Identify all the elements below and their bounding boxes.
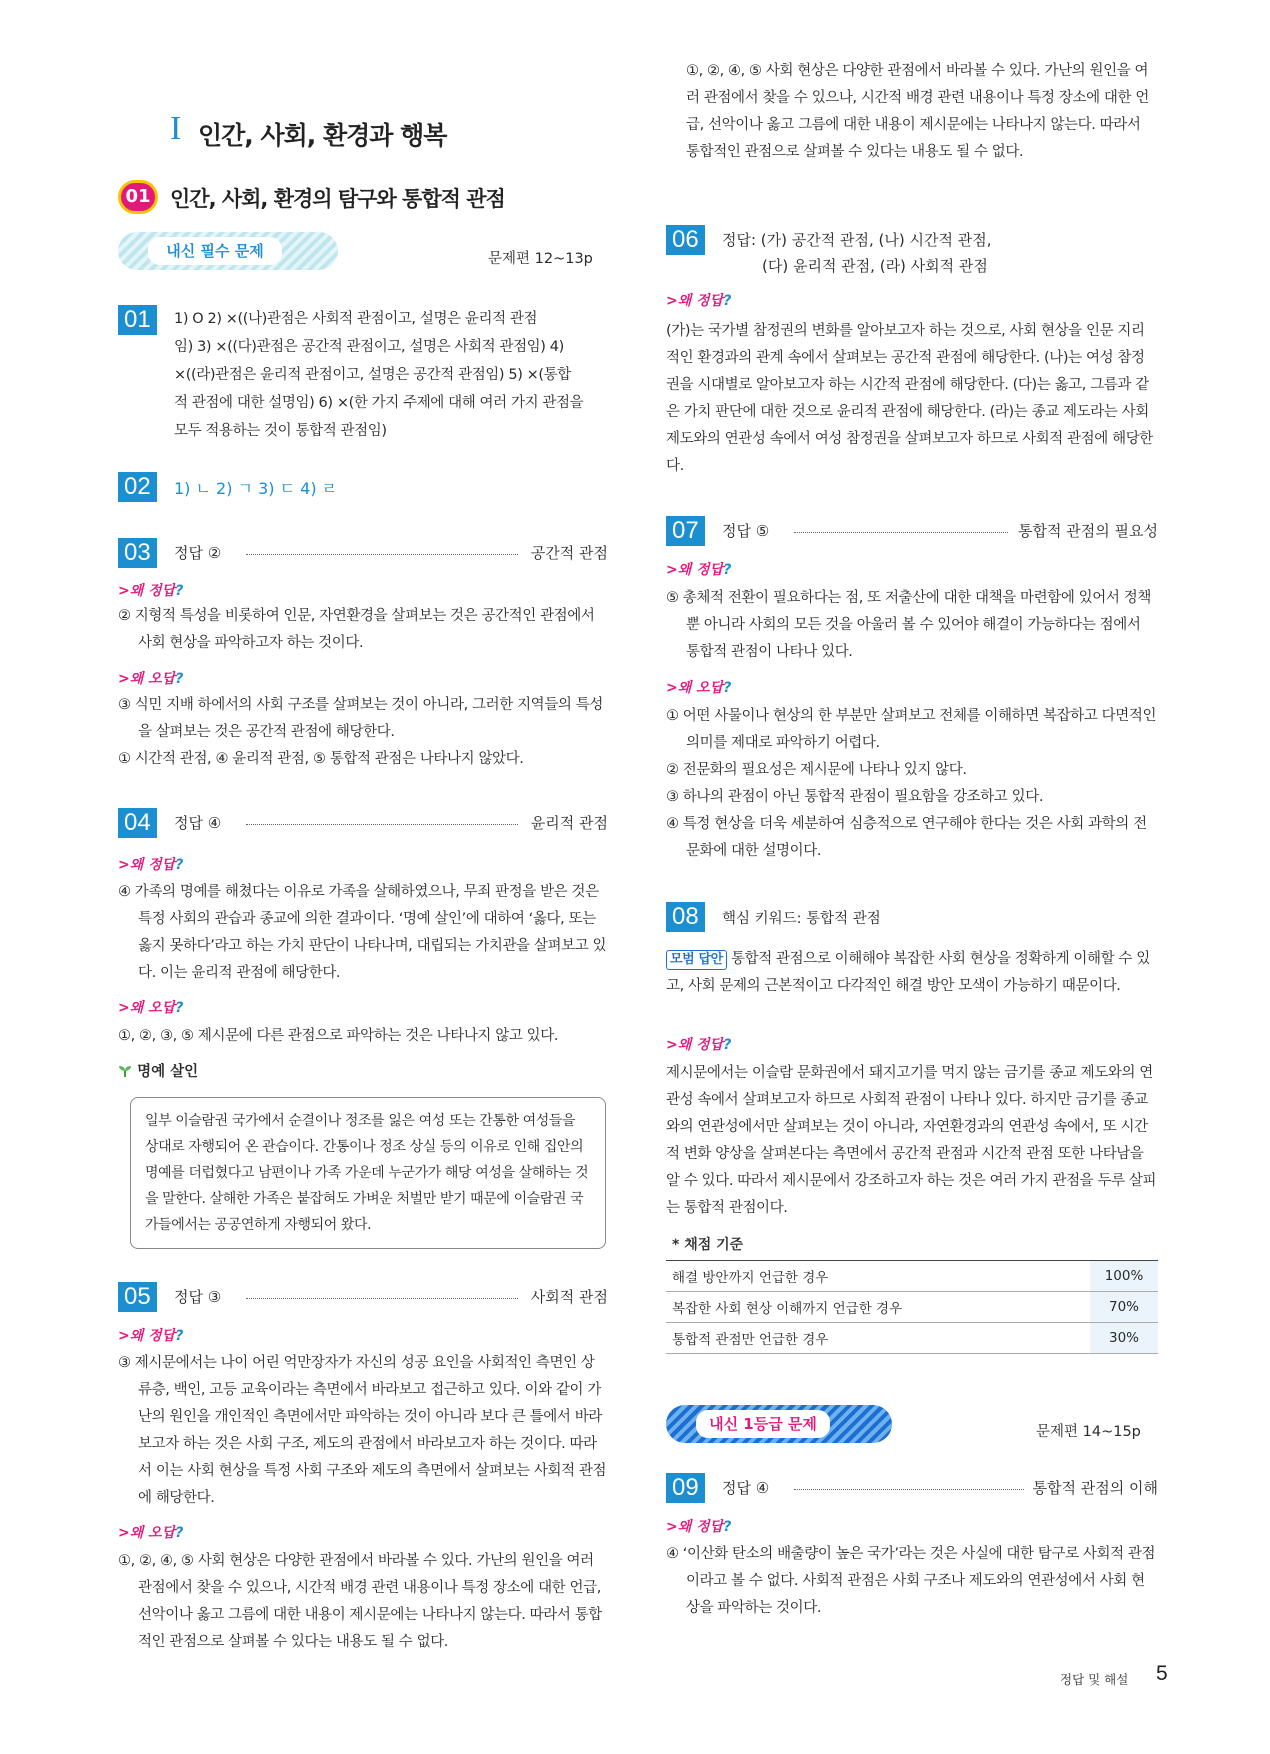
score-criteria-title-text: * 채점 기준 xyxy=(672,1237,744,1253)
q04-answer-line xyxy=(118,808,608,838)
question-mark: ? xyxy=(723,680,732,696)
score-pct: 30% xyxy=(1090,1323,1158,1354)
q05-correct: ③ 제시문에서는 나이 어린 억만장자가 자신의 성공 요인을 사회적인 측면인 상류층, 백인, 고등 교육이라는 측면에서 바라보고 접근하고 있다. 이와 같이 가난의 원인을 개인적인 측면에서만 파악하는 것이 아니라 보다 큰 틀에서 바라보고자 하는 것은 사회 구조, 제도의 관점에서 바라보고자 하는 것이다. 따라서 이는 사회 현상을 특정 사회 구조와 제도의 측면에서 살펴보는 사회적 관점에 해당한다. xyxy=(118,1355,607,1506)
q07-wrong-item: ③ 하나의 관점이 아닌 통합적 관점이 필요함을 강조하고 있다. xyxy=(666,789,1044,805)
banner-label: 내신 1등급 문제 xyxy=(696,1410,830,1438)
q01-line: 모두 적용하는 것이 통합적 관점임) xyxy=(174,423,387,439)
why-correct-text: 왜 정답 xyxy=(677,1037,724,1053)
q03-correct: ② 지형적 특성을 비롯하여 인문, 자연환경을 살펴보는 것은 공간적인 관점에서 사회 현상을 파악하고자 하는 것이다. xyxy=(118,608,595,651)
sprout-icon xyxy=(118,1064,132,1078)
q03-wrong xyxy=(118,692,608,773)
banner-top-grade xyxy=(666,1405,892,1443)
q01-line: 적 관점에 대한 설명임) 6) ×(한 가지 주제에 대해 여러 가지 관점을 xyxy=(174,395,584,411)
q07-answer-line xyxy=(666,516,1158,546)
q04-correct: ④ 가족의 명예를 해쳤다는 이유로 가족을 살해하였으나, 무죄 판정을 받은 것은 특정 사회의 관습과 종교에 의한 결과이다. ‘명예 살인’에 대하여 ‘옳다, 또는 옳지 못하다’라고 하는 가치 판단이 나타나며, 대립되는 가치관을 살펴보고 있다. 이는 윤리적 관점에 해당한다. xyxy=(118,884,607,981)
q08-answer-line xyxy=(666,902,1158,932)
q03-answer-line xyxy=(118,538,608,568)
q05-category: 사회적 관점 xyxy=(530,1288,608,1306)
leader-dots xyxy=(246,1298,518,1299)
why-wrong-text: 왜 오답 xyxy=(129,1525,176,1541)
banner-label: 내신 필수 문제 xyxy=(148,237,282,265)
score-desc: 해결 방안까지 언급한 경우 xyxy=(666,1261,1090,1292)
q04-wrong: ①, ②, ③, ⑤ 제시문에 다른 관점으로 파악하는 것은 나타나지 않고 있다. xyxy=(118,1028,559,1044)
q01-line: ×((라)관점은 윤리적 관점이고, 설명은 공간적 관점임) 5) ×(통합 xyxy=(174,367,571,383)
q07-wrong-item: ① 어떤 사물이나 현상의 한 부분만 살펴보고 전체를 이해하면 복잡하고 다면적인 의미를 제대로 파악하기 어렵다. xyxy=(666,708,1157,751)
section-title: 인간, 사회, 환경의 탐구와 통합적 관점 xyxy=(170,187,505,211)
section-number: 01 xyxy=(118,180,158,214)
score-table xyxy=(666,1260,1158,1354)
q07-wrong xyxy=(666,703,1158,865)
why-correct-text: 왜 정답 xyxy=(129,1328,176,1344)
question-mark: ? xyxy=(723,562,732,578)
q05-answer-line xyxy=(118,1282,608,1312)
q08-number: 08 xyxy=(666,902,705,932)
q09-answer: 정답 ④ xyxy=(722,1479,770,1497)
q08-model-answer xyxy=(666,946,1158,1000)
q02-number: 02 xyxy=(118,472,157,502)
note-title xyxy=(118,1060,198,1084)
chapter-heading xyxy=(170,112,610,156)
score-row xyxy=(666,1292,1158,1323)
why-correct-text: 왜 정답 xyxy=(677,293,724,309)
question-mark: ? xyxy=(723,1037,732,1053)
q07-answer: 정답 ⑤ xyxy=(722,522,770,540)
q04-category: 윤리적 관점 xyxy=(530,814,608,832)
chapter-title: 인간, 사회, 환경과 행복 xyxy=(198,121,447,150)
q09-category: 통합적 관점의 이해 xyxy=(1032,1479,1158,1497)
why-correct-label: >왜 정답? xyxy=(666,1037,732,1053)
q07-wrong-item: ④ 특정 현상을 더욱 세분하여 심층적으로 연구해야 한다는 것은 사회 과학의 전문화에 대한 설명이다. xyxy=(666,816,1147,859)
why-correct-text: 왜 정답 xyxy=(677,562,724,578)
score-desc: 통합적 관점만 언급한 경우 xyxy=(666,1323,1090,1354)
leader-dots xyxy=(794,532,1008,533)
q06-answer-2: (다) 윤리적 관점, (라) 사회적 관점 xyxy=(762,257,988,275)
question-mark: ? xyxy=(175,1328,184,1344)
model-answer-text: 통합적 관점으로 이해해야 복잡한 사회 현상을 정확하게 이해할 수 있고, 사회 문제의 근본적이고 다각적인 해결 방안 모색이 가능하기 때문이다. xyxy=(666,951,1150,994)
q09-answer-line xyxy=(666,1473,1158,1503)
q01-block xyxy=(118,305,608,445)
q03-category: 공간적 관점 xyxy=(530,544,608,562)
q08-keyword: 핵심 키워드: 통합적 관점 xyxy=(722,911,881,927)
score-pct: 70% xyxy=(1090,1292,1158,1323)
why-wrong-label: >왜 오답? xyxy=(118,671,184,687)
q01-line: 임) 3) ×((다)관점은 공간적 관점이고, 설명은 사회적 관점임) 4) xyxy=(174,339,564,355)
question-mark: ? xyxy=(723,1519,732,1535)
q07-category: 통합적 관점의 필요성 xyxy=(1018,522,1158,540)
score-row xyxy=(666,1261,1158,1292)
q06-answer-line xyxy=(666,225,1158,281)
why-wrong-label: >왜 오답? xyxy=(118,1000,184,1016)
why-correct-label: >왜 정답? xyxy=(118,857,184,873)
why-correct-label: >왜 정답? xyxy=(118,1328,184,1344)
why-correct-label: >왜 정답? xyxy=(118,583,184,599)
note-title-text: 명예 살인 xyxy=(137,1064,199,1080)
question-mark: ? xyxy=(175,1525,184,1541)
score-criteria-title xyxy=(672,1234,743,1254)
problem-ref: 문제편 14~15p xyxy=(1036,1424,1141,1440)
q07-correct: ⑤ 총체적 전환이 필요하다는 점, 또 저출산에 대한 대책을 마련함에 있어서 정책뿐 아니라 사회의 모든 것을 아울러 볼 수 있어야 해결이 가능하다는 점에서 통합적 관점이 나타나 있다. xyxy=(666,590,1151,660)
why-correct-text: 왜 정답 xyxy=(677,1519,724,1535)
q06-number: 06 xyxy=(666,225,705,255)
why-correct-label: >왜 정답? xyxy=(666,293,732,309)
problem-ref: 문제편 12~13p xyxy=(488,251,593,267)
question-mark: ? xyxy=(723,293,732,309)
q09-correct: ④ ‘이산화 탄소의 배출량이 높은 국가’라는 것은 사실에 대한 탐구로 사회적 관점이라고 볼 수 없다. 사회적 관점은 사회 구조나 제도와의 연관성에서 사회 현상을 파악하는 것이다. xyxy=(666,1546,1156,1616)
why-correct-label: >왜 정답? xyxy=(666,1519,732,1535)
q05-answer: 정답 ③ xyxy=(174,1288,222,1306)
q06-answer-1: 정답: (가) 공간적 관점, (나) 시간적 관점, xyxy=(722,231,992,249)
leader-dots xyxy=(246,554,518,555)
q05-number: 05 xyxy=(118,1282,157,1312)
leader-dots xyxy=(246,824,518,825)
leader-dots xyxy=(794,1489,1024,1490)
chapter-number: I xyxy=(170,110,182,147)
q05-wrong-continued xyxy=(686,63,1156,196)
banner-essential xyxy=(118,232,338,270)
q01-answers xyxy=(118,305,608,445)
why-correct-text: 왜 정답 xyxy=(129,583,176,599)
q03-answer: 정답 ② xyxy=(174,544,222,562)
why-wrong-text: 왜 오답 xyxy=(129,1000,176,1016)
page-footer xyxy=(1060,1664,1180,1690)
score-desc: 복잡한 사회 현상 이해까지 언급한 경우 xyxy=(666,1292,1090,1323)
q03-wrong-item: ③ 식민 지배 하에서의 사회 구조를 살펴보는 것이 아니라, 그러한 지역들의 특성을 살펴보는 것은 공간적 관점에 해당한다. xyxy=(118,697,603,740)
q03-wrong-item: ① 시간적 관점, ④ 윤리적 관점, ⑤ 통합적 관점은 나타나지 않았다. xyxy=(118,751,524,767)
why-correct-label: >왜 정답? xyxy=(666,562,732,578)
q06-correct: (가)는 국가별 참정권의 변화를 알아보고자 하는 것으로, 사회 현상을 인문 지리적인 환경과의 관계 속에서 살펴보는 공간적 관점에 해당한다. (나)는 여성 참정권을 시대별로 알아보고자 하는 시간적 관점에 해당한다. (다)는 옳고, 그름과 같은 가치 판단에 대한 것으로 윤리적 관점에 해당한다. (라)는 종교 제도라는 사회 제도와의 연관성 속에서 여성 참정권을 살펴보고자 하므로 사회적 관점에 해당한다. xyxy=(666,323,1153,474)
question-mark: ? xyxy=(175,857,184,873)
q01-number: 01 xyxy=(118,305,157,335)
score-pct: 100% xyxy=(1090,1261,1158,1292)
score-row xyxy=(666,1323,1158,1354)
section-heading xyxy=(118,180,598,216)
q05-wrong-part1: ①, ②, ④, ⑤ 사회 현상은 다양한 관점에서 바라볼 수 있다. 가난의 원인을 여러 관점에서 찾을 수 있으나, 시간적 배경 관련 내용이나 특정 장소에 대한 언급, 선악이나 옳고 그름에 대한 내용이 제시문에는 나타나지 않는다. 따라서 통합적인 관점으로 살펴볼 수 있다는 내용도 될 수 없다. xyxy=(118,1553,602,1650)
q04-answer: 정답 ④ xyxy=(174,814,222,832)
q08-correct: 제시문에서는 이슬람 문화권에서 돼지고기를 먹지 않는 금기를 종교 제도와의 연관성 속에서 살펴보고자 하므로 사회적 관점이 나타나 있다. 하지만 금기를 종교와의 연관성에서만 살펴보는 것이 아니라, 자연환경과의 연관성 속에서, 또 시간적 변화 양상을 살펴본다는 측면에서 공간적 관점과 시간적 관점 또한 나타남을 알 수 있다. 따라서 제시문에서 강조하고자 하는 것은 여러 가지 관점을 두루 살피는 통합적 관점이다. xyxy=(666,1065,1157,1216)
q05-wrong-continued-text: ①, ②, ④, ⑤ 사회 현상은 다양한 관점에서 바라볼 수 있다. 가난의 원인을 여러 관점에서 찾을 수 있으나, 시간적 배경 관련 내용이나 특정 장소에 대한 언급, 선악이나 옳고 그름에 대한 내용이 제시문에는 나타나지 않는다. 따라서 통합적인 관점으로 살펴볼 수 있다는 내용도 될 수 없다. xyxy=(686,63,1149,160)
q04-number: 04 xyxy=(118,808,157,838)
q09-number: 09 xyxy=(666,1473,705,1503)
why-wrong-text: 왜 오답 xyxy=(677,680,724,696)
model-answer-label: 모범 답안 xyxy=(666,950,727,970)
q03-number: 03 xyxy=(118,538,157,568)
note-box: 일부 이슬람권 국가에서 순결이나 정조를 잃은 여성 또는 간통한 여성들을 상대로 자행되어 온 관습이다. 간통이나 정조 상실 등의 이유로 인해 집안의 명예를 더럽혔다고 남편이나 가족 가운데 누군가가 해당 여성을 살해하는 것을 말한다. 살해한 가족은 붙잡혀도 가벼운 처벌만 받기 때문에 이슬람권 국가들에서는 공공연하게 자행되어 왔다. xyxy=(130,1097,606,1249)
why-wrong-label: >왜 오답? xyxy=(118,1525,184,1541)
page-number: 5 xyxy=(1156,1662,1168,1685)
q07-wrong-item: ② 전문화의 필요성은 제시문에 나타나 있지 않다. xyxy=(666,762,967,778)
question-mark: ? xyxy=(175,671,184,687)
why-wrong-label: >왜 오답? xyxy=(666,680,732,696)
q02-block xyxy=(118,472,608,504)
why-wrong-text: 왜 오답 xyxy=(129,671,176,687)
q01-line: 1) O 2) ×((나)관점은 사회적 관점이고, 설명은 윤리적 관점 xyxy=(174,311,538,327)
q07-number: 07 xyxy=(666,516,705,546)
footer-label: 정답 및 해설 xyxy=(1060,1672,1129,1687)
question-mark: ? xyxy=(175,1000,184,1016)
q02-answers: 1) ㄴ 2) ㄱ 3) ㄷ 4) ㄹ xyxy=(174,479,338,498)
question-mark: ? xyxy=(175,583,184,599)
why-correct-text: 왜 정답 xyxy=(129,857,176,873)
